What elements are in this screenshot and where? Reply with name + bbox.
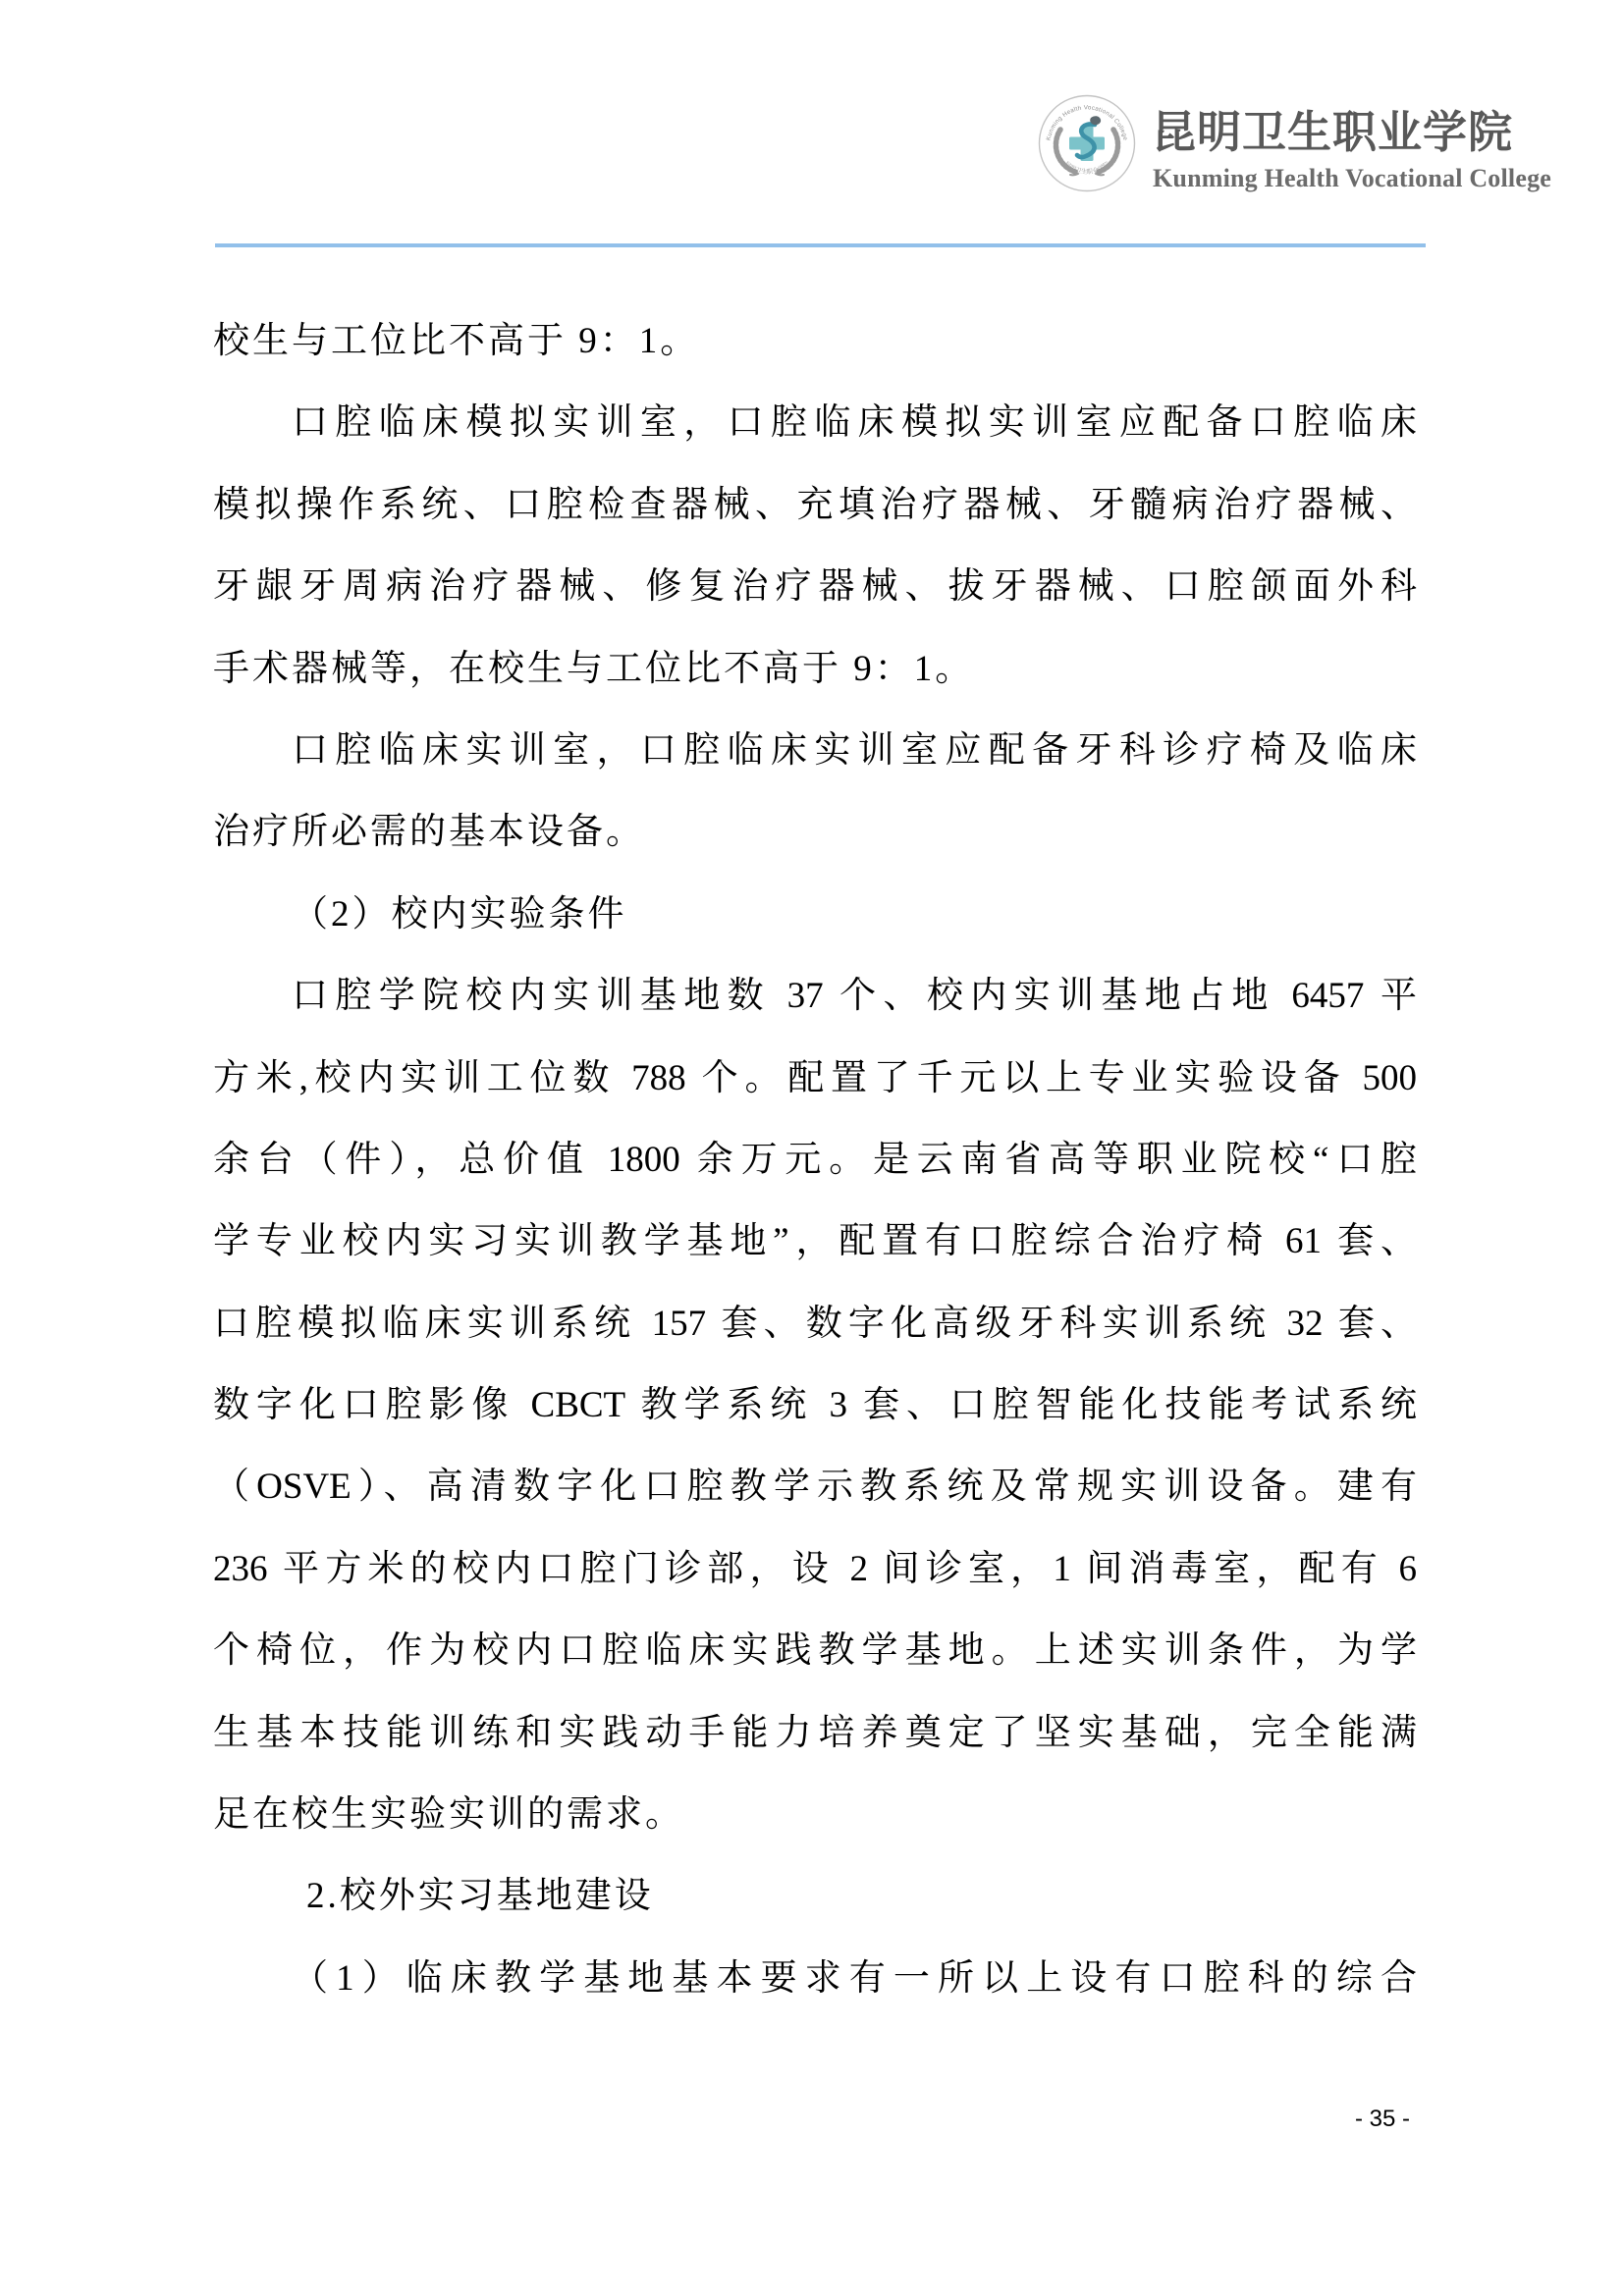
text-line: 236 平方米的校内口腔门诊部，设 2 间诊室，1 间消毒室，配有 6 xyxy=(213,1548,1417,1589)
college-name-calligraphy: 昆明卫生职业学院 xyxy=(1152,108,1514,157)
document-body xyxy=(213,300,1417,2019)
text-line: 数字化口腔影像 CBCT 教学系统 3 套、口腔智能化技能考试系统 xyxy=(213,1385,1417,1426)
seal-top-text: Kunming Health Vocational College xyxy=(1045,104,1129,141)
seal-bottom-text: 昆明卫生职业学院 xyxy=(1062,160,1111,177)
text-line: 牙龈牙周病治疗器械、修复治疗器械、拔牙器械、口腔颌面外科 xyxy=(213,566,1417,608)
text-line: （1）临床教学基地基本要求有一所以上设有口腔科的综合 xyxy=(292,1957,1417,1999)
text-line: 学专业校内实习实训教学基地”，配置有口腔综合治疗椅 61 套、 xyxy=(213,1221,1417,1262)
text-line: 口腔模拟临床实训系统 157 套、数字化高级牙科实训系统 32 套、 xyxy=(213,1303,1417,1344)
text-line: 模拟操作系统、口腔检查器械、充填治疗器械、牙髓病治疗器械、 xyxy=(213,484,1417,525)
text-line: 治疗所必需的基本设备。 xyxy=(213,812,645,853)
text-line: （2）校内实验条件 xyxy=(292,893,627,934)
header-divider-rule xyxy=(215,243,1426,247)
text-line: （OSVE）、高清数字化口腔教学示教系统及常规实训设备。建有 xyxy=(213,1467,1417,1508)
college-seal-icon xyxy=(1038,94,1136,192)
text-line: 口腔临床模拟实训室，口腔临床模拟实训室应配备口腔临床 xyxy=(292,402,1417,444)
text-line: 校生与工位比不高于 9：1。 xyxy=(213,321,700,361)
page-number: - 35 - xyxy=(1355,2106,1411,2132)
text-line: 余台（件），总价值 1800 余万元。是云南省高等职业院校“口腔 xyxy=(213,1139,1417,1180)
text-line: 口腔临床实训室，口腔临床实训室应配备牙科诊疗椅及临床 xyxy=(292,729,1417,771)
text-line: 足在校生实验实训的需求。 xyxy=(213,1794,684,1836)
college-name-english: Kunming Health Vocational College xyxy=(1153,164,1552,192)
text-line: 2.校外实习基地建设 xyxy=(306,1876,654,1917)
text-line: 口腔学院校内实训基地数 37 个、校内实训基地占地 6457 平 xyxy=(292,976,1417,1017)
text-line: 个椅位，作为校内口腔临床实践教学基地。上述实训条件，为学 xyxy=(213,1630,1417,1672)
text-line: 生基本技能训练和实践动手能力培养奠定了坚实基础，完全能满 xyxy=(213,1712,1417,1753)
text-line: 方米,校内实训工位数 788 个。配置了千元以上专业实验设备 500 xyxy=(213,1057,1417,1098)
text-line: 手术器械等，在校生与工位比不高于 9：1。 xyxy=(213,648,975,689)
